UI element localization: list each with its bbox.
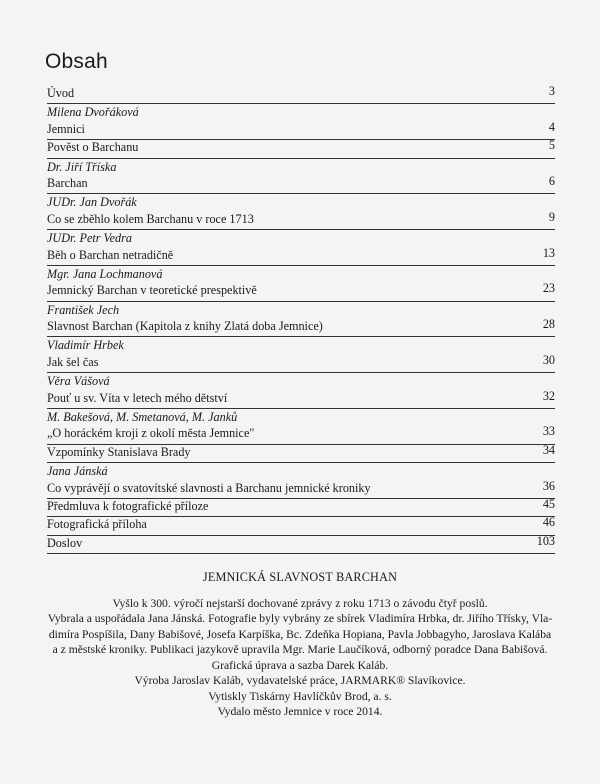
toc-author-name: JUDr. Jan Dvořák: [47, 195, 137, 210]
toc-entry: [47, 352, 555, 373]
toc-author-name: JUDr. Petr Vedra: [47, 231, 132, 246]
toc-page-number: 9: [548, 209, 555, 224]
colophon-line: dimíra Pospíšila, Dany Babišové, Josefa Karpíška, Bc. Zdeňka Hopiana, Pavla Jobbagyho, Jaroslava Kalába: [48, 627, 552, 641]
toc-page-number: 23: [542, 281, 555, 296]
colophon-title: JEMNICKÁ SLAVNOST BARCHAN: [202, 570, 398, 584]
toc-entry-title: Co se zběhlo kolem Barchanu v roce 1713: [47, 211, 254, 226]
colophon-line: a z městské kroniky. Publikaci jazykově upravila Mgr. Marie Laučíková, odborný poradce Dana Babišová.: [52, 643, 548, 656]
toc-entry: [47, 140, 555, 158]
toc-page-number: 46: [542, 515, 555, 530]
toc-entry: [47, 517, 555, 535]
toc-author-name: M. Bakešová, M. Smetanová, M. Janků: [47, 410, 238, 425]
toc-author: [47, 230, 555, 247]
toc-entry: [47, 426, 555, 444]
toc-entry-title: Jak šel čas: [47, 354, 99, 369]
toc-entry-title: Pouť u sv. Víta v letech mého dětství: [47, 390, 228, 405]
colophon: [20, 570, 580, 720]
toc-entry-title: Běh o Barchan netradičně: [47, 247, 174, 262]
toc-author-name: Milena Dvořáková: [47, 105, 139, 120]
toc-page-number: 6: [548, 173, 555, 188]
toc-entry: [47, 388, 555, 409]
toc-page-number: 5: [548, 138, 555, 153]
toc-author-name: Vladimír Hrbek: [47, 338, 124, 353]
toc-entry: [47, 83, 555, 104]
toc-page-number: 32: [542, 388, 555, 403]
toc-entry: [47, 319, 555, 337]
page-title: Obsah: [45, 50, 108, 73]
colophon-line: Grafická úprava a sazba Darek Kaláb.: [211, 658, 389, 672]
toc-entry-title: „O horáckém kroji z okolí města Jemnice": [47, 426, 255, 441]
toc-page-number: 30: [542, 352, 555, 367]
toc-page-number: 13: [542, 245, 555, 260]
toc-entry: [47, 173, 555, 194]
toc-author: [47, 463, 555, 480]
colophon-line: Vyšlo k 300. výročí nejstarší dochované zprávy z roku 1713 o závodu čtyř poslů.: [112, 596, 488, 610]
toc-entry: [47, 478, 555, 499]
toc-page-number: 45: [542, 496, 555, 511]
toc-entry: [47, 533, 555, 554]
toc-entry-title: Slavnost Barchan (Kapitola z knihy Zlatá doba Jemnice): [47, 319, 323, 334]
toc-entry-title: Úvod: [47, 85, 75, 100]
toc-author: [47, 302, 555, 319]
toc-entry-title: Jemnici: [47, 121, 85, 136]
toc-author-name: Věra Vášová: [47, 374, 110, 389]
toc-entry: [47, 496, 555, 517]
toc-author: [47, 337, 555, 354]
toc-entry-title: Pověst o Barchanu: [47, 140, 139, 155]
toc-entry-title: Vzpomínky Stanislava Brady: [47, 444, 191, 459]
toc-page-number: 4: [548, 119, 555, 134]
toc-entry-title: Barchan: [47, 175, 88, 190]
toc-entry: [47, 245, 555, 266]
toc-author-name: Jana Jánská: [47, 464, 108, 479]
toc-page-number: 103: [536, 533, 555, 548]
colophon-line: Výroba Jaroslav Kaláb, vydavatelské práce, JARMARK® Slavíkovice.: [134, 674, 466, 687]
toc-author: [47, 266, 555, 283]
toc-author: [47, 373, 555, 390]
colophon-line: Vytiskly Tiskárny Havlíčkův Brod, a. s.: [208, 689, 392, 703]
toc-page-number: 3: [548, 83, 555, 98]
toc-author-name: Mgr. Jana Lochmanová: [47, 266, 163, 281]
toc-page-number: 28: [542, 317, 555, 332]
toc-entry: [47, 442, 555, 463]
colophon-line: Vydalo město Jemnice v roce 2014.: [217, 705, 383, 718]
toc-author-name: František Jech: [47, 302, 120, 317]
colophon-line: Vybrala a uspořádala Jana Jánská. Fotografie byly vybrány ze sbírek Vladimíra Hrbka, dr. Jiřího Třísky, Vla-: [47, 612, 553, 625]
toc-page-number: 36: [542, 478, 555, 493]
toc-author: [47, 104, 555, 121]
toc-entry-title: Doslov: [47, 535, 83, 550]
toc-author: [47, 159, 555, 176]
table-of-contents: [47, 83, 555, 554]
toc-entry-title: Fotografická příloha: [47, 517, 147, 532]
toc-author: [47, 194, 555, 211]
toc-page-number: 33: [542, 424, 555, 439]
toc-author-name: Dr. Jiří Tříska: [47, 159, 117, 174]
toc-entry: [47, 119, 555, 140]
toc-entry-title: Co vyprávějí o svatovítské slavnosti a Barchanu jemnické kroniky: [47, 480, 371, 495]
toc-entry: [47, 283, 555, 301]
toc-page-number: 34: [542, 442, 555, 457]
toc-author: [47, 409, 555, 426]
toc-entry-title: Jemnický Barchan v teoretické prespektivě: [47, 283, 257, 298]
toc-entry-title: Předmluva k fotografické příloze: [47, 498, 209, 513]
toc-entry: [47, 209, 555, 230]
